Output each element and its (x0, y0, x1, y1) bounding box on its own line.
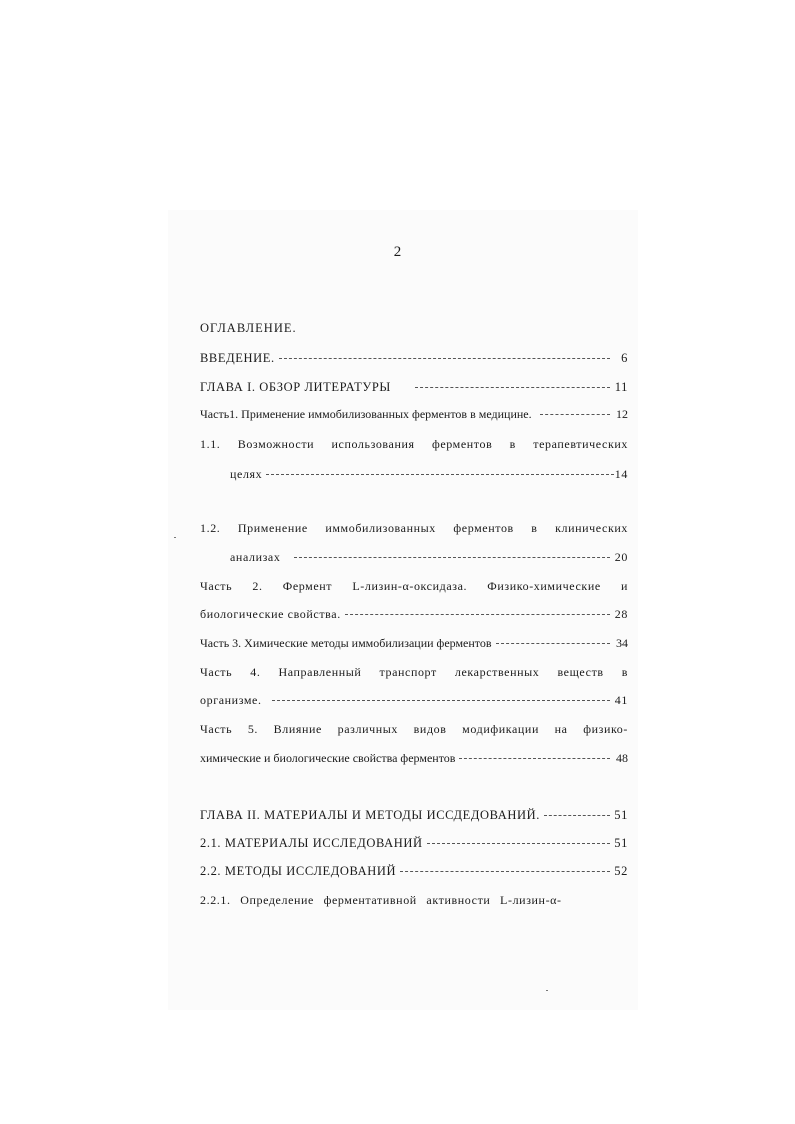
toc-entry-chapter-1: ГЛАВА I. ОБЗОР ЛИТЕРАТУРЫ 11 (200, 380, 628, 394)
toc-entry-1-1-cont: целях 14 (230, 467, 628, 481)
toc-entry-2-2: 2.2. МЕТОДЫ ИССЛЕДОВАНИЙ 52 (200, 864, 628, 878)
scan-speck (546, 990, 548, 991)
toc-entry-part-2: Часть 2. Фермент L-лизин-α-оксидаза. Физико-химические и (200, 579, 628, 593)
toc-entry-introduction: ВВЕДЕНИЕ. 6 (200, 351, 628, 365)
toc-entry-part-4-cont: организме. 41 (200, 693, 628, 707)
toc-entry-part-5-cont: химические и биологические свойства ферментов 48 (200, 751, 628, 765)
toc-entry-chapter-2: ГЛАВА II. МАТЕРИАЛЫ И МЕТОДЫ ИССДЕДОВАНИЙ. 51 (200, 808, 628, 822)
scan-speck (174, 537, 176, 538)
toc-entry-2-2-1: 2.2.1. Определение ферментативной активности L-лизин-α- (200, 893, 562, 907)
toc-entry-1-2: 1.2. Применение иммобилизованных ферментов в клинических (200, 521, 628, 535)
toc-entry-part-3: Часть 3. Химические методы иммобилизации ферментов 34 (200, 636, 628, 650)
toc-entry-part-4: Часть 4. Направленный транспорт лекарственных веществ в (200, 665, 628, 679)
toc-entry-part-2-cont: биологические свойства. 28 (200, 607, 628, 621)
toc-title: ОГЛАВЛЕНИЕ. (200, 321, 297, 335)
toc-entry-1-2-cont: анализах 20 (230, 550, 628, 564)
page-number: 2 (393, 244, 402, 260)
toc-entry-part-1: Часть1. Применение иммобилизованных ферментов в медицине. 12 (200, 407, 628, 421)
toc-entry-part-5: Часть 5. Влияние различных видов модификации на физико- (200, 722, 628, 736)
toc-entry-1-1: 1.1. Возможности использования ферментов в терапевтических (200, 437, 628, 451)
toc-entry-2-1: 2.1. МАТЕРИАЛЫ ИССЛЕДОВАНИЙ 51 (200, 836, 628, 850)
